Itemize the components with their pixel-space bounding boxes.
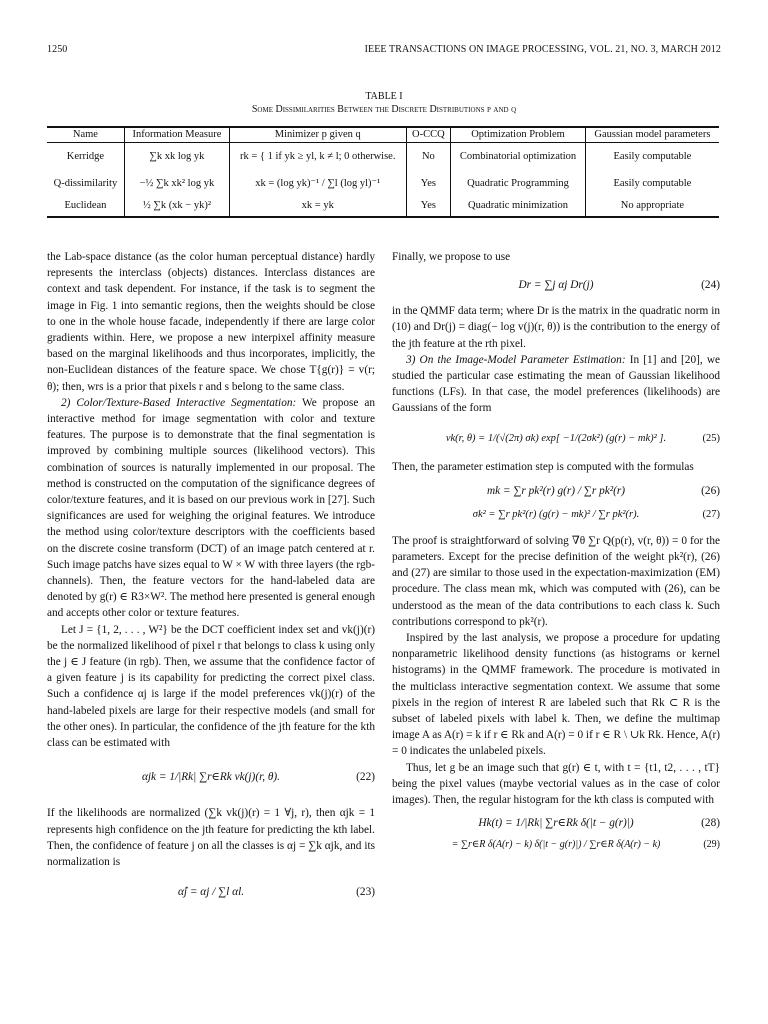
equation-body: mk = ∑r pk²(r) g(r) / ∑r pk²(r) bbox=[486, 484, 626, 497]
col-header: Information Measure bbox=[124, 127, 229, 143]
paragraph bbox=[47, 395, 375, 622]
table-label: TABLE I bbox=[365, 91, 403, 102]
equation-body: αjk = 1/|Rk| ∑r∈Rk vk(j)(r, θ). bbox=[141, 771, 281, 784]
paragraph: Finally, we propose to use bbox=[392, 251, 511, 263]
cell: ½ ∑k (xk − yk)² bbox=[124, 197, 229, 217]
cell: Euclidean bbox=[47, 197, 124, 217]
cell: Quadratic Programming bbox=[451, 171, 586, 197]
equation-body: σk² = ∑r pk²(r) (g(r) − mk)² / ∑r pk²(r). bbox=[472, 508, 640, 520]
cell: Yes bbox=[406, 197, 451, 217]
equation-24 bbox=[392, 271, 720, 299]
equation-body: α̂j = αj / ∑l αl. bbox=[177, 886, 245, 898]
cell: Yes bbox=[406, 171, 451, 197]
equation-23 bbox=[47, 878, 375, 906]
paragraph: Inspired by the last analysis, we propose a procedure for updating nonparametric likelihood density functions (as histograms or kernel histograms) in the QMMF framework. The procedure is motivated in the multiclass interactive segmentation context. We assume that some pixels in the region of interest R are labeled such that Rk ⊂ R is the subset of labeled pixels with label k. Then, we define the multimap image A as A(r) = k if r ∈ Rk and A(r) = 0 if r ∈ R \ ∪k Rk. Hence, A(r) = 0 indicates the unlabeled pixels. bbox=[392, 632, 720, 758]
equation-body: Dr = ∑j αj Dr(j) bbox=[518, 279, 594, 292]
cell: No appropriate bbox=[585, 197, 719, 217]
cell: Quadratic minimization bbox=[451, 197, 586, 217]
cell: xk = (log yk)⁻¹ / ∑l (log yl)⁻¹ bbox=[229, 171, 406, 197]
equation-number: (26) bbox=[701, 484, 720, 497]
table-caption: Some Dissimilarities Between the Discrete Distributions p and q bbox=[251, 104, 517, 115]
equation-number: (28) bbox=[701, 817, 720, 830]
col-header: O-CCQ bbox=[406, 127, 451, 143]
cell: ∑k xk log yk bbox=[124, 143, 229, 171]
cell: Easily computable bbox=[585, 171, 719, 197]
page-number: 1250 bbox=[47, 44, 68, 55]
paragraph: Thus, let g be an image such that g(r) ∈ t, with t = {t1, t2, . . . , tT} being the pixel values (maybe vectorial values as in the case of color images). Then, the regular histogram for the kth class is computed with bbox=[392, 761, 720, 807]
subsection-heading: 3) On the Image-Model Parameter Estimation: bbox=[406, 353, 626, 366]
subsection-heading: 2) Color/Texture-Based Interactive Segmentation: bbox=[61, 396, 297, 409]
dissimilarities-table bbox=[47, 126, 719, 218]
col-header: Name bbox=[47, 127, 124, 143]
equation-number: (23) bbox=[356, 886, 375, 898]
cell: Easily computable bbox=[585, 143, 719, 171]
journal-header: IEEE TRANSACTIONS ON IMAGE PROCESSING, VOL. 21, NO. 3, MARCH 2012 bbox=[364, 44, 721, 55]
equation-22 bbox=[47, 763, 375, 791]
equation-body: vk(r, θ) = 1/(√(2π) σk) exp[ −1/(2σk²) (g(r) − mk)² ]. bbox=[445, 432, 667, 444]
paragraph: Then, the parameter estimation step is computed with the formulas bbox=[392, 460, 694, 473]
col-header: Gaussian model parameters bbox=[585, 127, 719, 143]
equation-number: (22) bbox=[356, 771, 375, 784]
paragraph: Let J = {1, 2, . . . , W²} be the DCT coefficient index set and vk(j)(r) be the normalized likelihood of pixel r that belongs to class k using only the j ∈ J feature (in rgb). Then, we assume that the confidence factor of a given feature j is its capability for predicting the correct pixel class. Such a confidence αj is large if the model preferences vk(j)(r) of the hand-labeled pixels are large for their respective models (and small for the other ones). In particular, the confidence of the jth feature for the kth class can be estimated with bbox=[47, 623, 375, 750]
paragraph-text: In [1] and [20], we studied the particular case estimating the mean of Gaussian likelihood functions (LFs). In that case, the model preferences (likelihoods) are Gaussians of the form bbox=[392, 353, 720, 415]
col-header: Minimizer p given q bbox=[229, 127, 406, 143]
equation-28 bbox=[392, 812, 720, 834]
cell: xk = yk bbox=[229, 197, 406, 217]
equation-body: = ∑r∈R δ(A(r) − k) δ(|t − g(r)|) / ∑r∈R δ(A(r) − k) bbox=[451, 839, 661, 851]
paragraph bbox=[392, 352, 720, 417]
table-row bbox=[47, 197, 719, 217]
cell: −½ ∑k xk² log yk bbox=[124, 171, 229, 197]
cell: Kerridge bbox=[66, 150, 105, 162]
equation-25 bbox=[392, 425, 720, 453]
cell: rk = { 1 if yk ≥ yl, k ≠ l; 0 otherwise. bbox=[229, 143, 406, 171]
table-row bbox=[47, 143, 719, 171]
equation-number: (29) bbox=[703, 839, 720, 851]
paragraph: If the likelihoods are normalized (∑k vk(j)(r) = 1 ∀j, r), then αjk = 1 represents high confidence on the jth feature for predicting the kth label. Then, the confidence of feature j on all the classes is αj = ∑k αjk, and its normalization is bbox=[47, 807, 375, 868]
paragraph: the Lab-space distance (as the color human perceptual distance) hardly represents the interclass (objects) distances. Interclass distances are context and task dependent. For instance, if the task is to segment the image in Fig. 1 into semantic regions, then the weights should be close to one in the whole house facade, independently if there are large color gradients within. Here, we propose a new interpixel affinity measure based on the marginal likelihoods and thus incorporates, implicitly, the non-Euclidean distances of the feature space. We chose T{g(r)} = v(r; θ); then, wrs is a prior that pixels r and s belong to the same class. bbox=[47, 251, 375, 393]
table-row bbox=[47, 171, 719, 197]
cell: Combinatorial optimization bbox=[451, 143, 586, 171]
equation-number: (25) bbox=[702, 432, 720, 444]
right-column bbox=[392, 249, 720, 856]
cell: No bbox=[406, 143, 451, 171]
paragraph-text: We propose an interactive method for image segmentation with color and texture features. The purpose is to demonstrate that the final segmentation is improved by combining multiple sources (likelihood vectors). This combination of sources is naturally implemented in our proposal. The method is constructed on the computation of the significance degrees of color/texture features, and it is based on our previous work in [27]. Such significances are used for weighing the original features. We introduce the method using color/texture descriptors with the coefficients based on the discrete cosine transform (DCT) of an image patch centered at r. Such image patchs have sizes equal to W × W with three layers (the rgb-channels). Then, the feature vectors for the hand-labeled data are denoted by g(r) ∈ R3×W². The method here presented is general enough and accepts other color or texture features. bbox=[47, 396, 375, 620]
equation-26 bbox=[392, 479, 720, 503]
table-header-row bbox=[47, 127, 719, 143]
equation-number: (24) bbox=[701, 279, 720, 292]
equation-body: Hk(t) = 1/|Rk| ∑r∈Rk δ(|t − g(r)|) bbox=[478, 817, 634, 830]
equation-27 bbox=[392, 503, 720, 527]
col-header: Optimization Problem bbox=[451, 127, 586, 143]
left-column bbox=[47, 249, 375, 914]
paragraph: The proof is straightforward of solving ∇θ ∑r Q(p(r), v(r, θ)) = 0 for the parameters. Except for the precise definition of the weight pk²(r), (26) and (27) are similar to those used in the expectation-maximization (EM) procedure. The class mean mk, which was computed with (26), can be understood as the mean of the data contributions to each class k. Such contributions correspond to pk²(r). bbox=[392, 534, 720, 628]
equation-number: (27) bbox=[702, 508, 720, 520]
cell: Q-dissimilarity bbox=[53, 177, 118, 189]
equation-29 bbox=[392, 834, 720, 856]
paragraph: in the QMMF data term; where Dr is the matrix in the quadratic norm in (10) and Dr(j) = diag(− log v(j)(r, θ)) is the contribution to the energy of the jth feature at the rth pixel. bbox=[392, 305, 720, 350]
